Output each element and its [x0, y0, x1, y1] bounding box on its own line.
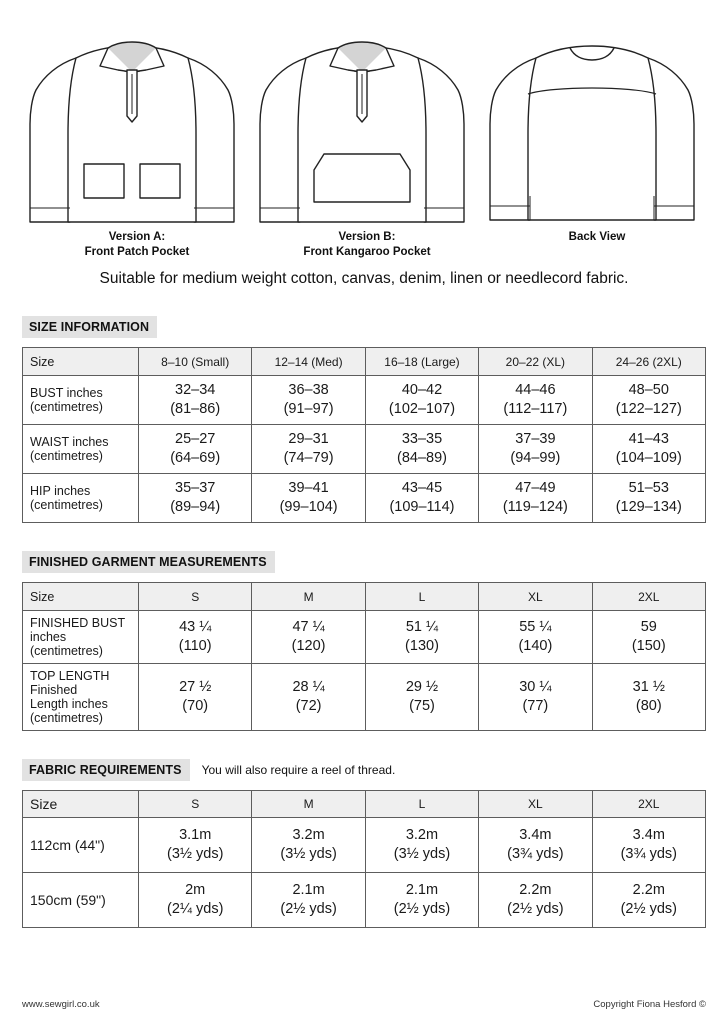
illustration-row	[22, 18, 706, 258]
cell-cm: (74–79)	[283, 450, 334, 466]
smock-front-patch-pocket-drawing	[22, 24, 252, 224]
cell-cm: (84–89)	[396, 450, 447, 466]
cell-cm: (94–99)	[510, 450, 561, 466]
table-cell	[139, 425, 252, 474]
column-header: XL	[479, 791, 592, 818]
column-header: XL	[479, 583, 592, 611]
table-row	[23, 873, 706, 928]
table-cell	[592, 664, 705, 731]
cell-cm: (110)	[178, 638, 212, 654]
cell-cm: (130)	[405, 638, 439, 654]
footer-website[interactable]: www.sewgirl.co.uk	[22, 999, 100, 1010]
row-label-line-1: TOP LENGTH	[30, 669, 110, 683]
column-header: 2XL	[592, 791, 705, 818]
cell-yards: (2½ yds)	[507, 901, 564, 917]
table-cell	[252, 611, 365, 664]
table-row	[23, 818, 706, 873]
cell-yards: (3¾ yds)	[507, 846, 564, 862]
cell-cm: (80)	[635, 698, 662, 714]
table-cell	[592, 873, 705, 928]
column-header: 16–18 (Large)	[365, 348, 478, 376]
cell-inches: 44–46	[515, 382, 556, 398]
cell-cm: (81–86)	[170, 401, 221, 417]
cell-cm: (99–104)	[279, 499, 338, 515]
cell-metres: 2.1m	[292, 882, 325, 898]
cell-inches: 31 ½	[632, 679, 665, 695]
cell-metres: 3.4m	[632, 827, 665, 843]
table-cell	[479, 664, 592, 731]
finished-garment-header	[22, 551, 706, 573]
column-header: L	[365, 791, 478, 818]
row-label-line-1: FINISHED BUST	[30, 616, 126, 630]
cell-yards: (3¾ yds)	[620, 846, 677, 862]
table-cell	[479, 611, 592, 664]
fabric-requirements-note: You will also require a reel of thread.	[201, 763, 396, 777]
column-header: S	[139, 791, 252, 818]
column-header: M	[252, 791, 365, 818]
fabric-requirements-table	[22, 790, 706, 928]
cell-inches: 51–53	[628, 480, 669, 496]
caption-line-1: Back View	[568, 231, 626, 243]
smock-front-kangaroo-pocket-drawing	[252, 24, 482, 224]
cell-inches: 55 ¼	[519, 619, 552, 635]
row-label-line-3: (centimetres)	[30, 644, 103, 658]
row-label-line-1: HIP inches	[30, 484, 91, 498]
table-row	[23, 611, 706, 664]
table-cell	[139, 873, 252, 928]
cell-inches: 29–31	[288, 431, 329, 447]
column-header: Size	[23, 348, 139, 376]
table-header-row	[23, 583, 706, 611]
fabric-requirements-header	[22, 759, 706, 781]
table-row	[23, 474, 706, 523]
size-information-table	[22, 347, 706, 523]
cell-cm: (104–109)	[615, 450, 682, 466]
table-cell	[592, 474, 705, 523]
table-cell	[365, 818, 478, 873]
footer-copyright: Copyright Fiona Hesford ©	[593, 999, 706, 1010]
caption-line-2: Front Patch Pocket	[84, 246, 190, 258]
table-header-row	[23, 348, 706, 376]
cell-metres: 2m	[185, 882, 206, 898]
caption-line-2: Front Kangaroo Pocket	[303, 246, 431, 258]
cell-inches: 36–38	[288, 382, 329, 398]
table-cell	[479, 425, 592, 474]
finished-garment-title: FINISHED GARMENT MEASUREMENTS	[22, 551, 275, 573]
table-cell	[252, 425, 365, 474]
cell-inches: 37–39	[515, 431, 556, 447]
caption-back-view	[482, 230, 712, 245]
table-cell	[252, 664, 365, 731]
table-cell	[252, 818, 365, 873]
cell-cm: (102–107)	[388, 401, 456, 417]
cell-inches: 33–35	[401, 431, 443, 447]
row-label: 112cm (44")	[23, 818, 139, 873]
table-cell	[592, 425, 705, 474]
cell-cm: (89–94)	[170, 499, 221, 515]
table-cell	[365, 664, 478, 731]
cell-inches: 51 ¼	[405, 619, 439, 635]
table-header-row	[23, 791, 706, 818]
table-cell	[479, 474, 592, 523]
row-label-line-4: (centimetres)	[30, 711, 103, 725]
row-label-line-2: (centimetres)	[30, 498, 103, 512]
table-cell	[479, 376, 592, 425]
row-label	[23, 474, 139, 523]
table-cell	[139, 376, 252, 425]
table-cell	[365, 425, 478, 474]
table-cell	[139, 664, 252, 731]
cell-metres: 3.2m	[405, 827, 439, 843]
cell-metres: 3.2m	[292, 827, 325, 843]
row-label-line-1: BUST inches	[30, 386, 103, 400]
row-label-line-2: inches	[30, 630, 67, 644]
table-cell	[365, 611, 478, 664]
column-header: 12–14 (Med)	[252, 348, 365, 376]
row-label-line-2: (centimetres)	[30, 449, 103, 463]
illustration-version-a	[22, 24, 252, 260]
table-cell	[365, 873, 478, 928]
table-cell	[592, 611, 705, 664]
cell-inches: 39–41	[288, 480, 329, 496]
illustration-back-view	[482, 24, 712, 245]
table-row	[23, 425, 706, 474]
cell-cm: (75)	[409, 698, 435, 714]
smock-back-view-drawing	[482, 24, 712, 224]
cell-yards: (2½ yds)	[393, 901, 451, 917]
column-header: 2XL	[592, 583, 705, 611]
caption-line-1: Version A:	[108, 231, 166, 243]
cell-cm: (150)	[631, 638, 666, 654]
cell-cm: (91–97)	[283, 401, 334, 417]
cell-inches: 30 ¼	[519, 679, 552, 695]
column-header: L	[365, 583, 478, 611]
finished-garment-table	[22, 582, 706, 731]
cell-cm: (109–114)	[389, 499, 455, 515]
cell-cm: (77)	[522, 698, 549, 714]
cell-metres: 2.2m	[632, 882, 665, 898]
cell-cm: (129–134)	[615, 499, 682, 515]
table-cell	[139, 611, 252, 664]
cell-cm: (120)	[291, 638, 326, 654]
caption-version-b	[252, 230, 482, 260]
cell-inches: 29 ½	[405, 679, 439, 695]
cell-inches: 40–42	[401, 382, 443, 398]
table-cell	[139, 818, 252, 873]
cell-cm: (64–69)	[170, 450, 221, 466]
row-label-line-3: Length inches	[30, 697, 108, 711]
cell-metres: 3.1m	[179, 827, 212, 843]
cell-inches: 27 ½	[179, 679, 212, 695]
cell-inches: 28 ¼	[292, 679, 325, 695]
table-cell	[365, 376, 478, 425]
cell-inches: 47 ¼	[292, 619, 325, 635]
cell-inches: 41–43	[628, 431, 669, 447]
cell-metres: 2.2m	[519, 882, 552, 898]
table-cell	[252, 474, 365, 523]
row-label	[23, 425, 139, 474]
column-header: Size	[23, 583, 139, 611]
row-label-line-1: WAIST inches	[30, 435, 109, 449]
column-header: M	[252, 583, 365, 611]
fabric-requirements-title: FABRIC REQUIREMENTS	[22, 759, 190, 781]
suitable-fabric-text: Suitable for medium weight cotton, canvas, denim, linen or needlecord fabric.	[99, 270, 629, 287]
cell-inches: 59	[640, 619, 657, 635]
size-information-title: SIZE INFORMATION	[22, 316, 157, 338]
cell-cm: (140)	[518, 638, 553, 654]
cell-inches: 48–50	[628, 382, 669, 398]
column-header: S	[139, 583, 252, 611]
cell-yards: (2¼ yds)	[166, 901, 224, 917]
table-row	[23, 664, 706, 731]
table-row	[23, 376, 706, 425]
row-label	[23, 611, 139, 664]
row-label	[23, 376, 139, 425]
cell-inches: 47–49	[515, 480, 556, 496]
row-label-line-2: Finished	[30, 683, 78, 697]
cell-metres: 3.4m	[519, 827, 552, 843]
caption-version-a	[22, 230, 252, 260]
column-header: 8–10 (Small)	[139, 348, 252, 376]
table-cell	[592, 818, 705, 873]
illustration-version-b	[252, 24, 482, 260]
cell-cm: (112–117)	[503, 401, 568, 417]
cell-cm: (70)	[182, 698, 209, 714]
row-label-line-2: (centimetres)	[30, 400, 103, 414]
column-header: 24–26 (2XL)	[592, 348, 705, 376]
table-cell	[365, 474, 478, 523]
cell-inches: 35–37	[175, 480, 216, 496]
cell-yards: (3½ yds)	[166, 846, 224, 862]
cell-inches: 43–45	[401, 480, 443, 496]
size-information-header	[22, 316, 706, 338]
table-cell	[592, 376, 705, 425]
cell-yards: (2½ yds)	[280, 901, 337, 917]
row-label: 150cm (59")	[23, 873, 139, 928]
table-cell	[139, 474, 252, 523]
row-label	[23, 664, 139, 731]
cell-cm: (122–127)	[615, 401, 682, 417]
cell-inches: 25–27	[175, 431, 216, 447]
cell-metres: 2.1m	[405, 882, 439, 898]
cell-inches: 43 ¼	[179, 619, 212, 635]
cell-yards: (3½ yds)	[280, 846, 337, 862]
cell-yards: (3½ yds)	[393, 846, 451, 862]
table-cell	[479, 873, 592, 928]
table-cell	[252, 376, 365, 425]
cell-cm: (72)	[295, 698, 322, 714]
page-footer	[22, 999, 706, 1010]
table-cell	[479, 818, 592, 873]
cell-inches: 32–34	[175, 382, 216, 398]
table-cell	[252, 873, 365, 928]
cell-yards: (2½ yds)	[620, 901, 677, 917]
column-header: 20–22 (XL)	[479, 348, 592, 376]
cell-cm: (119–124)	[502, 499, 568, 515]
column-header: Size	[23, 791, 139, 818]
caption-line-1: Version B:	[338, 231, 396, 243]
